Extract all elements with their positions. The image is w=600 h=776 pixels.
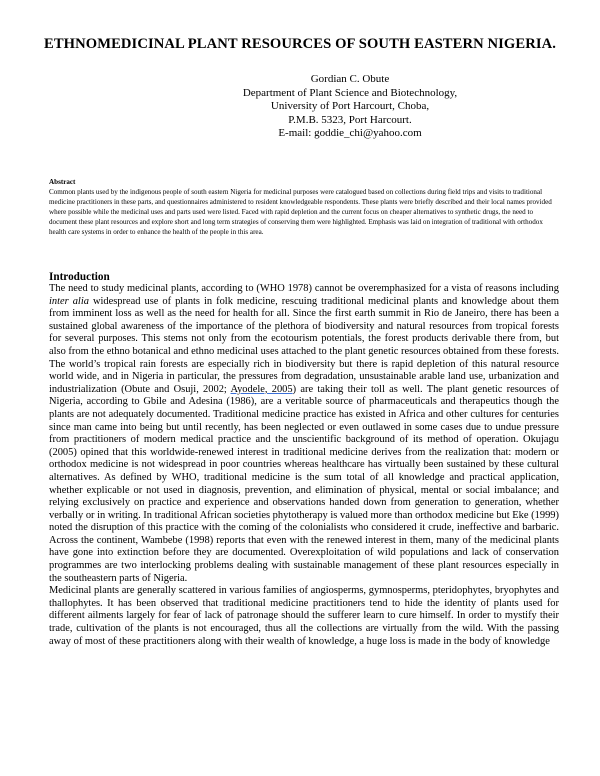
p1-text-c: ) are taking their toll as well. The plant genetic resources of Nigeria, according to Gbile and Adesina (1986), are a veritable source of pharmaceuticals and therapeutics though the plants are not adequately documented. Traditional medicine practice has existed in Africa and other cultures for centuries since man came into being but until recently, has been neglected or even outlawed in some cases due to undue pressure from practitioners of modern medical practice and the unscientific background of its method of operation. Okujagu (2005) opined that this worldwide-renewed interest in traditional medicine derives from the realization that: modern or orthodox medicine is not widespread in poor countries whereas healthcare has virtually been sustained by these cultural alternatives. As defined by WHO, traditional medicine is the sum total of all knowledge and practical application, whether explicable or not used in diagnosis, prevention, and elimination of physical, mental or social imbalance; and relying exclusively on practice and experience and observations handed down from generation to generation, whether verbally or in writing. In traditional African societies phytotherapy is valued more than orthodox medicine but Eke (1999) noted the disruption of this practice with the coming of the colonialists who considered it crude, ineffective and barbaric. Across the continent, Wambebe (1998) reports that even with the renewed interest in them, many of the medicinal plants have gone into extinction before they are documented. Overexploitation of wild populations and lack of conservation programmes are two interlocking problems dealing with sustainable management of these plant resources especially in the southeastern parts of Nigeria. (49, 383, 559, 584)
introduction-paragraph-1 (49, 283, 559, 585)
abstract-section (49, 177, 554, 237)
citation-link-ayodele[interactable]: Ayodele, 2005 (230, 383, 293, 395)
paper-title: ETHNOMEDICINAL PLANT RESOURCES OF SOUTH EASTERN NIGERIA. (43, 36, 557, 52)
p1-text-b: widespread use of plants in folk medicine, rescuing traditional medicinal plants and knowledge about them from imminent loss as well as the need for health for all. Since the first earth summit in Rio de Janeiro, there has been a sustained global awareness of the importance of the plethora of biodiversity and natural resources from tropical forests for several purposes. This stems not only from the ecotourism potentials, the forest products derivable there from, but also from the ethno botanical and ethno medicinal uses attached to the plant genetic resources obtained from these forests. The world’s tropical rain forests are especially rich in biodiversity but there is rapid depletion of this natural resource world wide, and in Nigeria in particular, the pressures from degradation, unsustainable arable land use, urbanization and industrialization (Obute and Osuji, 2002; (49, 295, 559, 395)
author-block (150, 73, 550, 141)
introduction-heading: Introduction (49, 271, 110, 283)
p1-text-a: The need to study medicinal plants, according to (WHO 1978) cannot be overemphasized for a vista of reasons including (49, 283, 559, 294)
abstract-text: Common plants used by the indigenous people of south eastern Nigeria for medicinal purposes were catalogued based on collections during field trips and visits to traditional medicine practitioners in these parts, and questionnaires administered to resident knowledgeable respondents. These plants were briefly described and their local names provided where possible while the medicinal uses and parts used were listed. Faced with rapid depletion and the current focus on cheaper alternatives to synthetic drugs, the need to document these plant resources and explore short and long term strategies of conserving them were highlighted. Emphasis was laid on integration of traditional with orthodox health care systems in order to enhance the health of the people in this area. (49, 188, 552, 236)
author-name: Gordian C. Obute (310, 73, 390, 85)
author-email: E-mail: goddie_chi@yahoo.com (278, 127, 422, 140)
abstract-heading: Abstract (49, 178, 76, 186)
p1-italic-phrase: inter alia (49, 295, 89, 307)
author-address: P.M.B. 5323, Port Harcourt. (288, 113, 412, 126)
introduction-body (49, 283, 559, 648)
author-university: University of Port Harcourt, Choba, (270, 100, 430, 113)
author-department: Department of Plant Science and Biotechnology, (242, 86, 458, 99)
introduction-paragraph-2: Medicinal plants are generally scattered in various families of angiosperms, gymnosperms, pteridophytes, bryophytes and thallophytes. It has been observed that traditional medicine practitioners tend to hide the identity of plants used for different ailments largely for fear of lack of patronage should the sufferer learn to cure himself. In order to mystify their trade, cultivation of the plants is not encouraged, thus all the collections are virtually from the wild. With the passing away of most of these practitioners along with their wealth of knowledge, a huge loss is made in the body of knowledge (49, 585, 559, 647)
